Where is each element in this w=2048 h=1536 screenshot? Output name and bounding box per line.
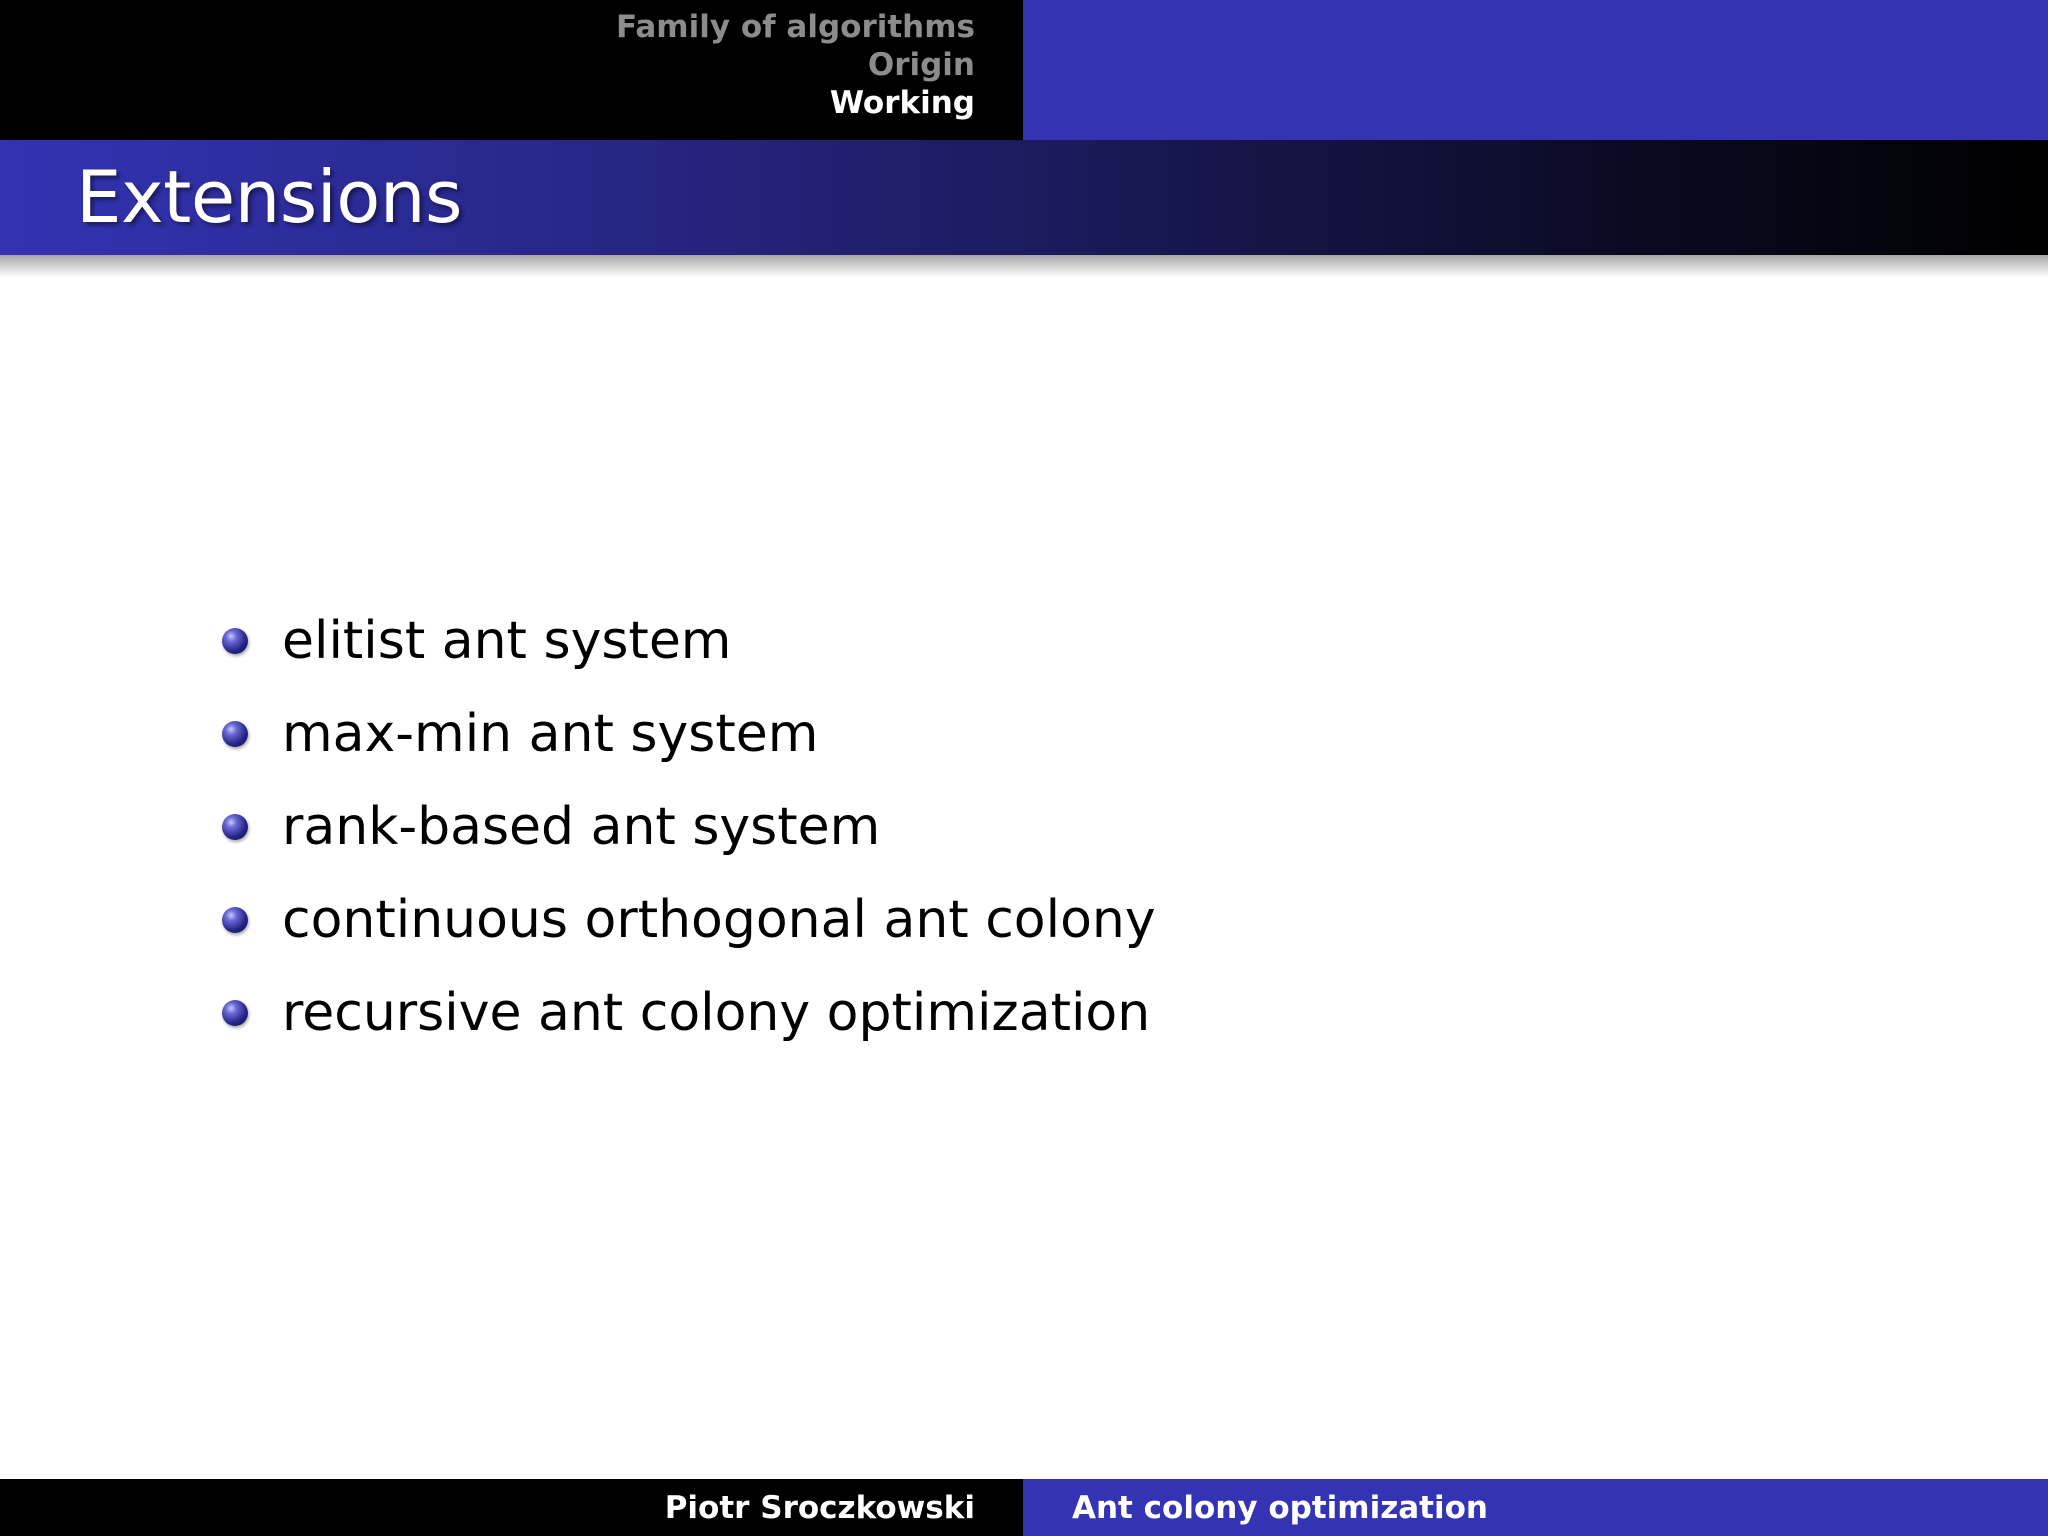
bullet-item [222,780,1156,873]
bullet-text: elitist ant system [282,610,732,671]
bullet-text: max-min ant system [282,703,819,764]
bullet-text: continuous orthogonal ant colony [282,889,1156,950]
footer-left-panel [0,1479,1023,1536]
section-link-working[interactable]: Working [829,85,975,121]
frame-title-bar [0,140,2048,255]
frame-title: Extensions [76,155,462,239]
bullet-ball-icon [222,1000,248,1026]
bullet-item [222,966,1156,1059]
title-shadow [0,255,2048,277]
footer-presentation-title: Ant colony optimization [1072,1490,1488,1526]
bullet-text: recursive ant colony optimization [282,982,1151,1043]
bullet-text: rank-based ant system [282,796,881,857]
header-bar [0,0,2048,140]
bullet-item [222,594,1156,687]
bullet-item [222,873,1156,966]
footer-author: Piotr Sroczkowski [664,1490,975,1526]
bullet-item [222,687,1156,780]
bullet-list [222,594,1156,1059]
header-left-panel [0,0,1023,140]
bullet-ball-icon [222,907,248,933]
footer-right-panel [1023,1479,2048,1536]
section-navigation [616,8,975,122]
bullet-ball-icon [222,628,248,654]
footer-bar [0,1479,2048,1536]
bullet-ball-icon [222,814,248,840]
bullet-ball-icon [222,721,248,747]
header-right-panel [1023,0,2048,140]
section-link-origin[interactable]: Origin [867,47,975,83]
section-link-family-of-algorithms[interactable]: Family of algorithms [616,9,975,45]
